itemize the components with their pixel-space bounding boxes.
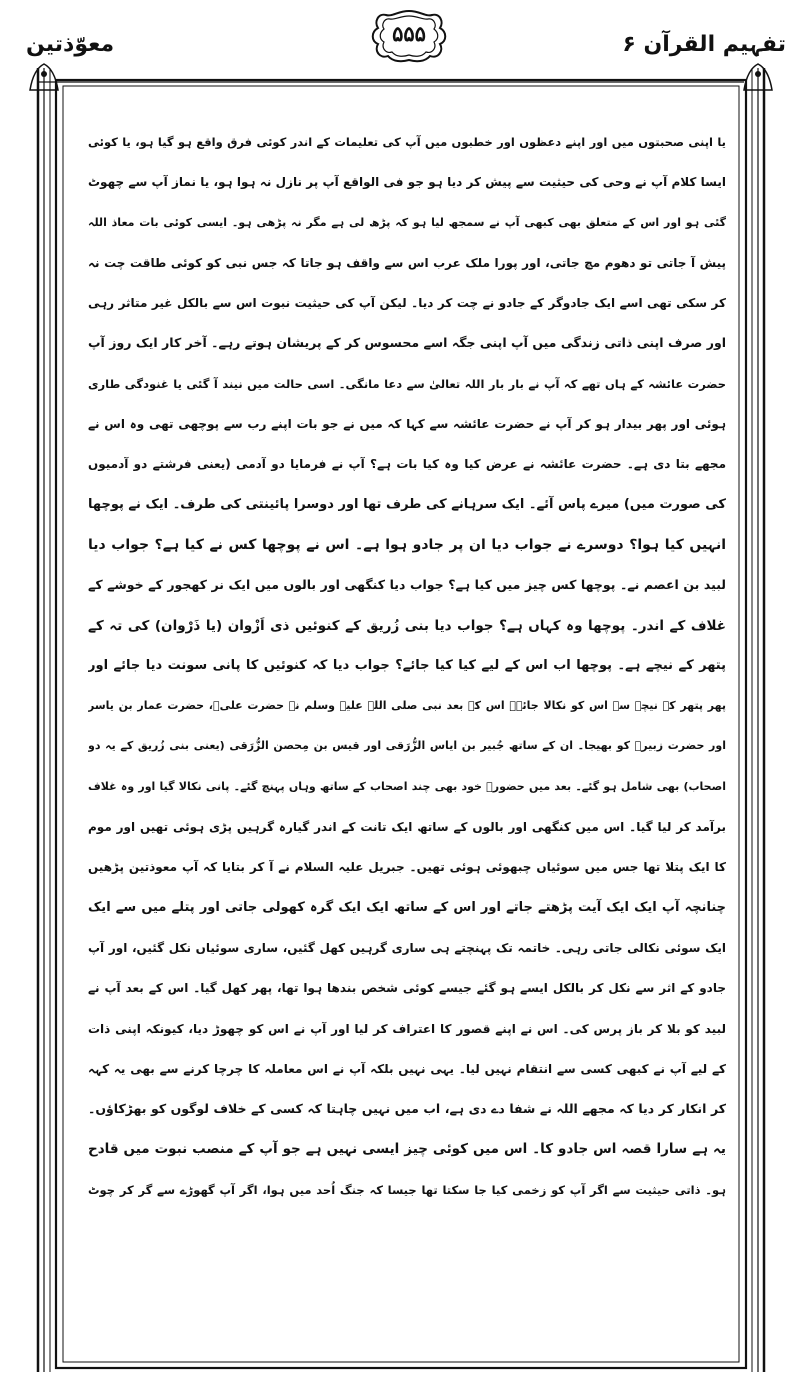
text-line: یا اپنی صحبتوں میں اور اپنے دعظوں اور خطبوں میں آپ کی تعلیمات کے اندر کوئی فرق واقع ہو گیا ہو، یا کوئی bbox=[88, 135, 726, 149]
text-line: کر سکی تھی اسے ایک جادوگر کے جادو نے چت کر دیا۔ لیکن آپ کی حیثیت نبوت اس سے بالکل غیر متاثر رہی bbox=[88, 296, 726, 311]
text-line: برآمد کر لیا گیا۔ اس میں کنگھی اور بالوں کے ساتھ ایک تانت کے اندر گیارہ گرہیں پڑی ہوئی تھیں اور موم bbox=[88, 820, 726, 835]
text-line: یہ ہے سارا قصہ اس جادو کا۔ اس میں کوئی چیز ایسی نہیں ہے جو آپ کے منصب نبوت میں قادح bbox=[88, 1141, 726, 1158]
text-line: کے لیے آپ نے کبھی کسی سے انتقام نہیں لیا۔ یہی نہیں بلکہ آپ نے اس معاملہ کا چرچا کرنے سے بھی یہ کہہ bbox=[88, 1061, 726, 1076]
text-line: ہوئی اور پھر بیدار ہو کر آپ نے حضرت عائشہ سے کہا کہ میں نے جو بات اپنے رب سے پوچھی تھی وہ اس نے bbox=[88, 417, 726, 432]
page-number: ۵۵۵ bbox=[392, 21, 426, 46]
text-line: پیش آ جاتی تو دھوم مچ جاتی، اور پورا ملک عرب اس سے واقف ہو جاتا کہ جس نبی کو کوئی طاقت چت نہ bbox=[88, 255, 726, 270]
text-line: لبید بن اعصم نے۔ پوچھا کس چیز میں کیا ہے؟ جواب دیا کنگھی اور بالوں میں ایک نر کھجور کے خوشے کے bbox=[88, 577, 726, 593]
body-text bbox=[88, 122, 726, 1372]
text-line: جادو کے اثر سے نکل کر بالکل ایسے ہو گئے جیسے کوئی شخص بندھا ہوا تھا، پھر کھل گیا۔ اس کے بعد آپ نے bbox=[88, 981, 726, 996]
text-line: کر انکار کر دیا کہ مجھے اللہ نے شفا دے دی ہے، اب میں نہیں چاہتا کہ کسی کے خلاف لوگوں کو بھڑکاؤں۔ bbox=[88, 1101, 726, 1117]
text-line: چنانچہ آپ ایک ایک آیت پڑھتے جاتے اور اس کے ساتھ ایک ایک گرہ کھولی جاتی اور پتلے میں سے ایک bbox=[88, 899, 726, 915]
text-line: انہیں کیا ہوا؟ دوسرے نے جواب دیا ان پر جادو ہوا ہے۔ اس نے پوچھا کس نے کیا ہے؟ جواب دیا bbox=[88, 536, 726, 553]
book-title: تفہیم القرآن ۶ bbox=[622, 32, 786, 57]
text-line: ہو۔ ذاتی حیثیت سے اگر آپ کو زخمی کیا جا سکتا تھا جیسا کہ جنگ اُحد میں ہوا، اگر آپ گھوڑے سے گر کر چوٹ bbox=[88, 1182, 726, 1197]
text-line: مجھے بتا دی ہے۔ حضرت عائشہ نے عرض کیا وہ کیا بات ہے؟ آپ نے فرمایا دو آدمی (یعنی فرشتے دو آدمیوں bbox=[88, 457, 726, 472]
text-line: ایسا کلام آپ نے وحی کی حیثیت سے پیش کر دیا ہو جو فی الواقع آپ پر نازل نہ ہوا ہو، یا نماز آپ سے چھوٹ bbox=[88, 175, 726, 190]
text-line: گئی ہو اور اس کے متعلق بھی کبھی آپ نے سمجھ لیا ہو کہ پڑھ لی ہے مگر نہ پڑھی ہو۔ ایسی کوئی بات معاذ اللہ bbox=[88, 215, 726, 229]
surah-name: معوّذتین bbox=[26, 32, 115, 57]
text-line: اصحاب) بھی شامل ہو گئے۔ بعد میں حضورؐ خود بھی چند اصحاب کے ساتھ وہاں پہنچ گئے۔ پانی نکالا گیا اور وہ غلاف bbox=[88, 779, 726, 793]
text-line: اور حضرت زبیرؓ کو بھیجا۔ ان کے ساتھ جُبیر بن ایاس الزُّرَقی اور قیس بن مِحصن الزُّرَقی (یعنی بنی زُریق کے یہ دو bbox=[88, 739, 726, 753]
text-line: ایک سوئی نکالی جاتی رہی۔ خاتمہ تک پہنچتے ہی ساری گرہیں کھل گئیں، ساری سوئیاں نکل گئیں، اور آپ bbox=[88, 940, 726, 955]
text-line: لبید کو بلا کر باز پرس کی۔ اس نے اپنے قصور کا اعتراف کر لیا اور آپ نے اس کو چھوڑ دیا، کیونکہ اپنی ذات bbox=[88, 1021, 726, 1036]
text-line: پھر پتھر کے نیچے سے اس کو نکالا جائے۔ اس کے بعد نبی صلی اللہ علیہ وسلم نے حضرت علیؓ، حضرت عمار بن یاسر bbox=[88, 699, 726, 713]
text-line: غلاف کے اندر۔ پوچھا وہ کہاں ہے؟ جواب دیا بنی زُریق کے کنوئیں ذی اَزْوان (یا ذَرْوان) کی تہ کے bbox=[88, 617, 726, 634]
text-line: پتھر کے نیچے ہے۔ پوچھا اب اس کے لیے کیا کیا جائے؟ جواب دیا کہ کنوئیں کا پانی سونت دیا جائے اور bbox=[88, 657, 726, 673]
text-line: حضرت عائشہ کے ہاں تھے کہ آپ نے بار بار اللہ تعالیٰ سے دعا مانگی۔ اسی حالت میں نیند آ گئی یا غنودگی طاری bbox=[88, 376, 726, 391]
text-line: اور صرف اپنی ذاتی زندگی میں آپ اپنی جگہ اسے محسوس کر کے پریشان ہوتے رہے۔ آخر کار ایک روز آپ bbox=[88, 335, 726, 351]
text-line: کی صورت میں) میرے پاس آئے۔ ایک سرہانے کی طرف تھا اور دوسرا پائینتی کی طرف۔ ایک نے پوچھا bbox=[88, 496, 726, 512]
text-line: کا ایک پتلا تھا جس میں سوئیاں چبھوئی ہوئی تھیں۔ جبریل علیہ السلام نے آ کر بتایا کہ آپ معوذتین پڑھیں bbox=[88, 860, 726, 875]
